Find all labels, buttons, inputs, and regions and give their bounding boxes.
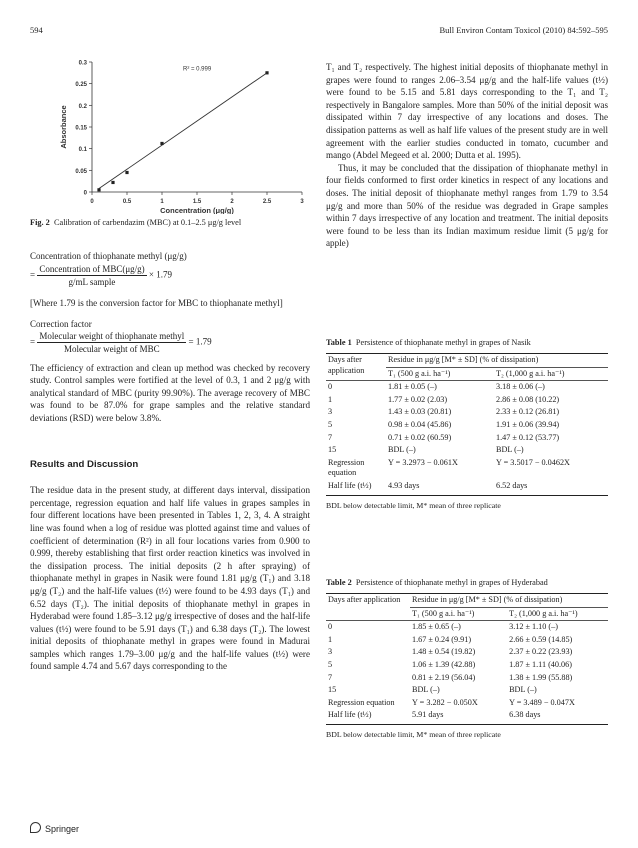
table-cell: 0 xyxy=(328,622,333,632)
table-cell: Y = 3.5017 − 0.0462X xyxy=(495,457,570,467)
table-cell: 3 xyxy=(328,407,333,417)
table-cell: 1.47 ± 0.12 (53.77) xyxy=(495,432,560,442)
table-cell: 2.66 ± 0.59 (14.85) xyxy=(509,634,573,644)
table-cell: 7 xyxy=(328,672,333,682)
x-tick-label: 1.5 xyxy=(192,199,202,205)
table-1 xyxy=(326,337,608,510)
table-row xyxy=(326,684,608,697)
equation-1: Concentration of thiophanate methyl (μg/g) = $\frac{\text{Concentration of MBC(μg/g)}}{\text{g/mL sample}}$ × 1.79 xyxy=(30,250,310,288)
table-cell: BDL (–) xyxy=(412,685,440,695)
equation-2-fraction xyxy=(37,330,186,355)
table-cell: Half life (t½) xyxy=(328,710,372,720)
table-row xyxy=(326,709,608,722)
data-point xyxy=(265,71,268,74)
table-1-t2-header: T₂ (1,000 g a.i. ha⁻¹) xyxy=(494,367,608,381)
table-cell: 1 xyxy=(328,394,333,404)
table-cell: 2.33 ± 0.12 (26.81) xyxy=(495,407,560,417)
table-cell: 3 xyxy=(328,647,333,657)
r-squared-annotation: R² = 0.999 xyxy=(183,66,212,73)
table-cell: 6.38 days xyxy=(509,710,541,720)
table-cell: 3.12 ± 1.10 (–) xyxy=(509,622,558,632)
x-tick-label: 3 xyxy=(300,199,304,205)
y-tick-label: 0.3 xyxy=(78,60,87,67)
table-cell: 1.77 ± 0.02 (2.03) xyxy=(388,394,448,404)
data-point xyxy=(160,142,163,145)
table-row xyxy=(326,621,608,634)
table-row xyxy=(326,672,608,685)
table-2-group-header: Residue in μg/g [M* ± SD] (% of dissipation) xyxy=(412,595,563,604)
table-1-caption: Table 1 Persistence of thiophanate methyl in grapes of Nasik xyxy=(326,338,531,347)
equation-2-denominator: Molecular weight of MBC xyxy=(63,343,160,354)
y-tick-label: 0.2 xyxy=(78,103,87,110)
table-cell: 1.48 ± 0.54 (19.82) xyxy=(412,647,476,657)
table-cell: 15 xyxy=(328,685,337,695)
figure-caption-label: Fig. 2 xyxy=(30,218,50,227)
table-cell: 2.37 ± 0.22 (23.93) xyxy=(509,647,573,657)
equation-2: Correction factor = $\frac{\text{Molecular weight of thiophanate methyl}}{\text{Molecular weight of MBC}}$ = 1.79 xyxy=(30,318,310,355)
left-column xyxy=(30,250,310,673)
table-1-grid xyxy=(326,353,608,493)
x-tick-label: 1 xyxy=(160,199,164,205)
table-row xyxy=(326,634,608,647)
equation-1-fraction xyxy=(37,263,146,288)
table-1-col1-header: Days after application xyxy=(328,355,365,375)
table-1-group-header: Residue in μg/g [M* ± SD] (% of dissipation) xyxy=(388,355,539,364)
right-paragraph-2: Thus, it may be concluded that the dissipation of thiophanate methyl in four fields conformed to first order kinetics in respect of any locations and doses. The initial deposit of thiophanate methyl ranges from 1.79 to 3.54 μg/g and more than 50% of the residue was degraded in Grape samples within 7 days irrespective of any location and treatment. The initial deposits were found to be less than its Indian maximum residue limit (5 μg/g for apple) xyxy=(326,162,608,249)
table-row xyxy=(326,406,608,419)
table-cell: Half life (t½) xyxy=(328,480,372,490)
recovery-paragraph: The efficiency of extraction and clean up method was checked by recovery study. Control samples were fortified at the level of 0.3, 1 and 2 μg/g with analytical standard of MBC (purity 99.90%). The average recovery of MBC was found to be 87.0% for grape samples and the relative standard deviations (RSD) were below 3.8%. xyxy=(30,362,310,423)
table-1-t1-header: T₁ (500 g a.i. ha⁻¹) xyxy=(386,367,494,381)
table-2 xyxy=(326,577,608,739)
table-row xyxy=(326,444,608,457)
table-2-t1-header: T₁ (500 g a.i. ha⁻¹) xyxy=(410,607,507,621)
table-2-caption: Table 2 Persistence of thiophanate methyl in grapes of Hyderabad xyxy=(326,578,548,587)
y-tick-label: 0 xyxy=(83,190,87,197)
springer-logo-icon xyxy=(30,822,41,833)
data-point xyxy=(97,188,100,191)
table-row xyxy=(326,381,608,394)
table-cell: 7 xyxy=(328,432,333,442)
table-row xyxy=(326,646,608,659)
table-2-col1-header: Days after application xyxy=(328,595,401,604)
y-tick-label: 0.25 xyxy=(75,82,87,89)
figure-caption-text: Calibration of carbendazim (MBC) at 0.1–2.5 μg/g level xyxy=(53,218,242,227)
y-tick-label: 0.15 xyxy=(75,125,87,132)
table-1-footnote: BDL below detectable limit, M* mean of three replicate xyxy=(326,495,608,510)
table-cell: 6.52 days xyxy=(495,480,528,490)
table-cell: 15 xyxy=(328,445,337,455)
right-paragraph-1: T₁ and T₂ respectively. The highest initial deposits of thiophanate methyl in grapes were found to ranges 2.06–3.54 μg/g and the half-life values (t½) were found to be 5.15 and 5.81 days corresponding to the T₁ and T₂ respectively in Bangalore samples. More than 50% of the initial deposit was dissipated within 7 day irrespective of any locations and doses. The dissipation patterns as well as half life values of the present study are in well agreement with the earlier studies conducted in tomato, cucumber and mango (Abdel Megeed et al. 2000; Dutta et al. 1995). xyxy=(326,62,608,161)
table-cell: Regression equation xyxy=(328,457,365,478)
table-cell: 5.91 days xyxy=(412,710,444,720)
table-cell: 1.87 ± 1.11 (40.06) xyxy=(509,659,572,669)
table-cell: 1.91 ± 0.06 (39.94) xyxy=(495,419,560,429)
page-number: 594 xyxy=(30,25,43,35)
y-tick-label: 0.05 xyxy=(75,168,87,175)
table-cell: 0.71 ± 0.02 (60.59) xyxy=(388,432,452,442)
table-cell: 0.81 ± 2.19 (56.04) xyxy=(412,672,476,682)
table-cell: 0 xyxy=(328,382,333,392)
table-cell: 1.06 ± 1.39 (42.88) xyxy=(412,659,476,669)
table-cell: 4.93 days xyxy=(388,480,420,490)
table-1-label: Table 1 xyxy=(326,338,352,347)
right-column xyxy=(326,61,608,250)
y-tick-label: 0.1 xyxy=(78,147,87,154)
table-row xyxy=(326,394,608,407)
fit-line xyxy=(99,73,267,189)
x-tick-label: 0.5 xyxy=(122,199,132,205)
table-cell: 1.43 ± 0.03 (20.81) xyxy=(388,407,452,417)
table-cell: BDL (–) xyxy=(509,685,537,695)
table-row xyxy=(326,432,608,445)
figure-caption xyxy=(30,217,310,228)
table-cell: Y = 3.489 − 0.047X xyxy=(509,697,575,707)
table-row xyxy=(326,480,608,493)
table-cell: 5 xyxy=(328,419,333,429)
section-title: Results and Discussion xyxy=(30,458,139,470)
table-cell: 5 xyxy=(328,659,333,669)
table-2-footnote: BDL below detectable limit, M* mean of three replicate xyxy=(326,724,608,739)
table-cell: 1.81 ± 0.05 (–) xyxy=(388,382,437,392)
table-cell: Y = 3.282 − 0.050X xyxy=(412,697,478,707)
table-row xyxy=(326,419,608,432)
table-row xyxy=(326,697,608,710)
table-2-t2-header: T₂ (1,000 g a.i. ha⁻¹) xyxy=(507,607,608,621)
equation-2-lhs: Correction factor xyxy=(30,318,92,329)
table-2-grid xyxy=(326,593,608,722)
equation-2-rhs: = 1.79 xyxy=(188,336,212,347)
equation-1-factor: × 1.79 xyxy=(148,269,172,280)
x-tick-label: 0 xyxy=(90,199,94,205)
table-cell: 3.18 ± 0.06 (–) xyxy=(495,382,545,392)
table-cell: 1.85 ± 0.65 (–) xyxy=(412,622,461,632)
publisher-name: Springer xyxy=(45,824,80,834)
calibration-chart xyxy=(30,52,310,214)
table-2-label: Table 2 xyxy=(326,578,352,587)
table-cell: Y = 3.2973 − 0.061X xyxy=(388,457,458,467)
x-tick-label: 2 xyxy=(230,199,234,205)
table-cell: 0.98 ± 0.04 (45.86) xyxy=(388,419,452,429)
equation-1-lhs: Concentration of thiophanate methyl (μg/g) xyxy=(30,251,187,261)
equation-2-numerator: Molecular weight of thiophanate methyl xyxy=(39,330,185,341)
table-cell: 1.67 ± 0.24 (9.91) xyxy=(412,634,472,644)
table-cell: Regression equation xyxy=(328,697,395,707)
table-cell: 1.38 ± 1.99 (55.88) xyxy=(509,672,573,682)
table-row xyxy=(326,659,608,672)
table-row xyxy=(326,457,608,480)
table-cell: BDL (–) xyxy=(388,445,416,455)
table-cell: BDL (–) xyxy=(495,445,524,455)
x-axis-label: Concentration (μg/g) xyxy=(160,206,234,214)
equation-1-denominator: g/mL sample xyxy=(68,277,116,287)
results-paragraph: The residue data in the present study, at different days interval, dissipation percentage, regression equation and half life values in grapes samples in four different locations have been presented in Tables 1, 2, 3, 4. A straight line was found when a log of residue was plotted against time and values of coefficient of determination (R²) in all four locations varies from 0.900 to 0.999, thereby establishing that first order reaction kinetics was involved in the dissipation process. The initial deposits (2 h after spraying) of thiophanate methyl in grapes in Nasik were found 1.81 μg/g (T₁) and 3.18 μg/g (T₂) and the half-life values (t½) were found to be 4.93 days (T₁) and 6.52 days (T₂). The initial deposits of thiophanate methyl in grapes in Hyderabad were found 1.85–3.12 μg/g irrespective of doses and the half-life values (t½) were found to be 5.91 days (T₁) and 6.38 days (T₂). The lowest initial deposits of thiophanate methyl in grapes were found in Madurai samples which ranges 1.79–3.00 μg/g and the half-life values (t½) were found sample 4.74 and 5.67 days corresponding to the xyxy=(30,485,310,672)
y-axis-label: Absorbance xyxy=(59,105,68,149)
journal-citation: Bull Environ Contam Toxicol (2010) 84:592–595 xyxy=(439,25,608,35)
data-point xyxy=(111,181,114,184)
publisher-footer xyxy=(30,822,79,834)
where-note: [Where 1.79 is the conversion factor for MBC to thiophanate methyl] xyxy=(30,298,283,308)
x-tick-label: 2.5 xyxy=(262,199,272,205)
data-point xyxy=(125,171,128,174)
table-cell: 2.86 ± 0.08 (10.22) xyxy=(495,394,560,404)
table-cell: 1 xyxy=(328,634,333,644)
equation-1-numerator: Concentration of MBC(μg/g) xyxy=(39,264,145,274)
